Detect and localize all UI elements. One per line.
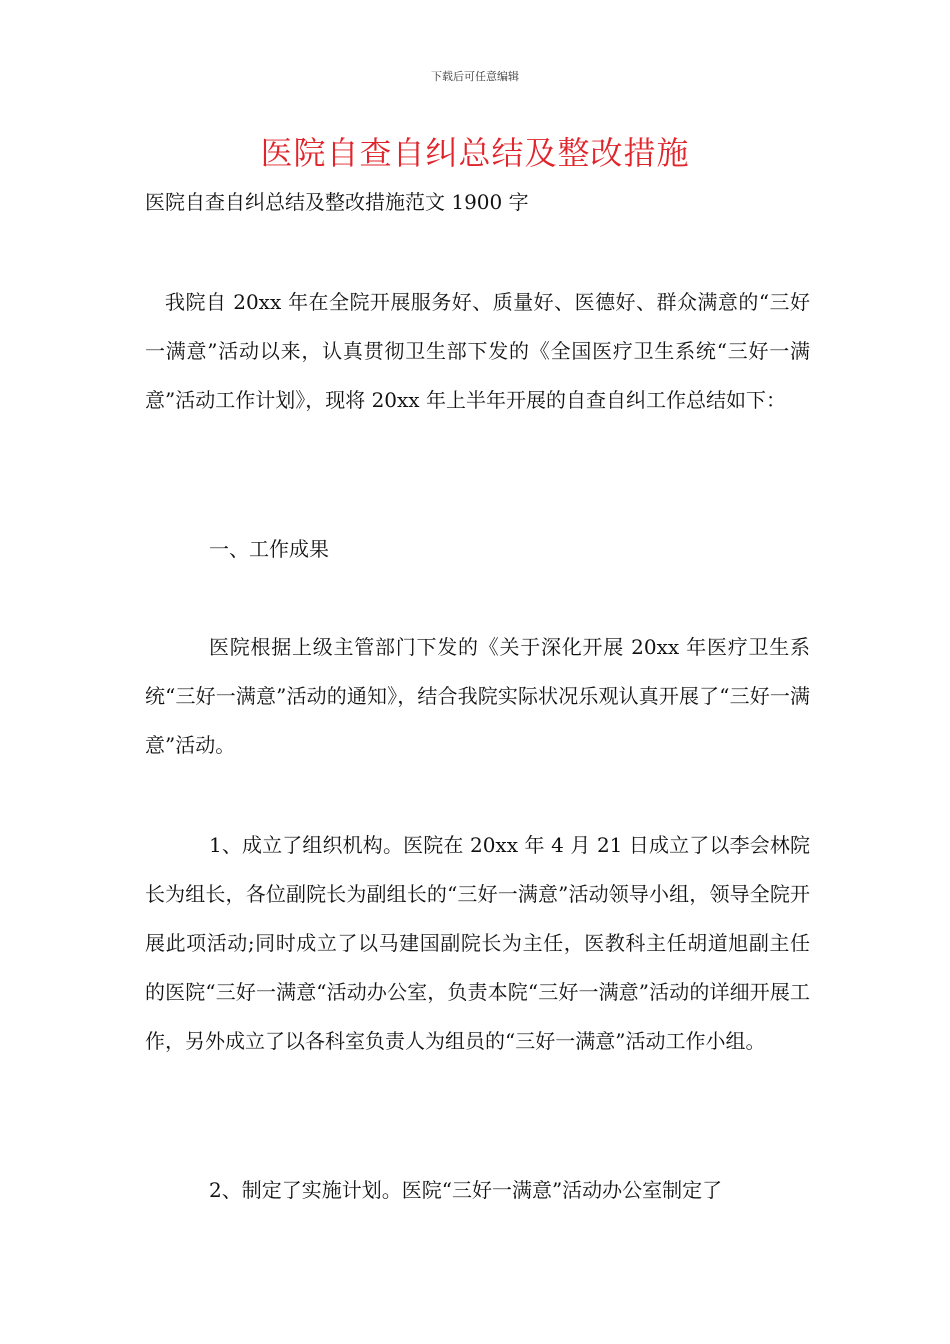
document-title: 医院自查自纠总结及整改措施 <box>260 134 690 172</box>
page-header-note: 下载后可任意编辑 <box>431 70 519 83</box>
document-subtitle: 医院自查自纠总结及整改措施范文 1900 字 <box>145 190 529 214</box>
paragraph-intro: 我院自 20xx 年在全院开展服务好、质量好、医德好、群众满意的“三好一满意”活动以来，认真贯彻卫生部下发的《全国医疗卫生系统“三好一满意”活动工作计划》，现将 20xx 年上半年开展的自查自纠工作总结如下： <box>145 290 810 412</box>
section-heading-work-results: 一、工作成果 <box>209 537 329 561</box>
paragraph-item-1: 1、成立了组织机构。医院在 20xx 年 4 月 21 日成立了以李会林院长为组长，各位副院长为副组长的“三好一满意”活动领导小组，领导全院开展此项活动;同时成立了以马建国副院长为主任，医教科主任胡道旭副主任的医院“三好一满意“活动办公室，负责本院“三好一满意”活动的详细开展工作，另外成立了以各科室负责人为组员的“三好一满意”活动工作小组。 <box>145 833 810 1053</box>
paragraph-item-2: 2、制定了实施计划。医院“三好一满意”活动办公室制定了 <box>209 1178 723 1202</box>
paragraph-overview: 医院根据上级主管部门下发的《关于深化开展 20xx 年医疗卫生系统“三好一满意”活动的通知》，结合我院实际状况乐观认真开展了“三好一满意”活动。 <box>145 635 810 757</box>
